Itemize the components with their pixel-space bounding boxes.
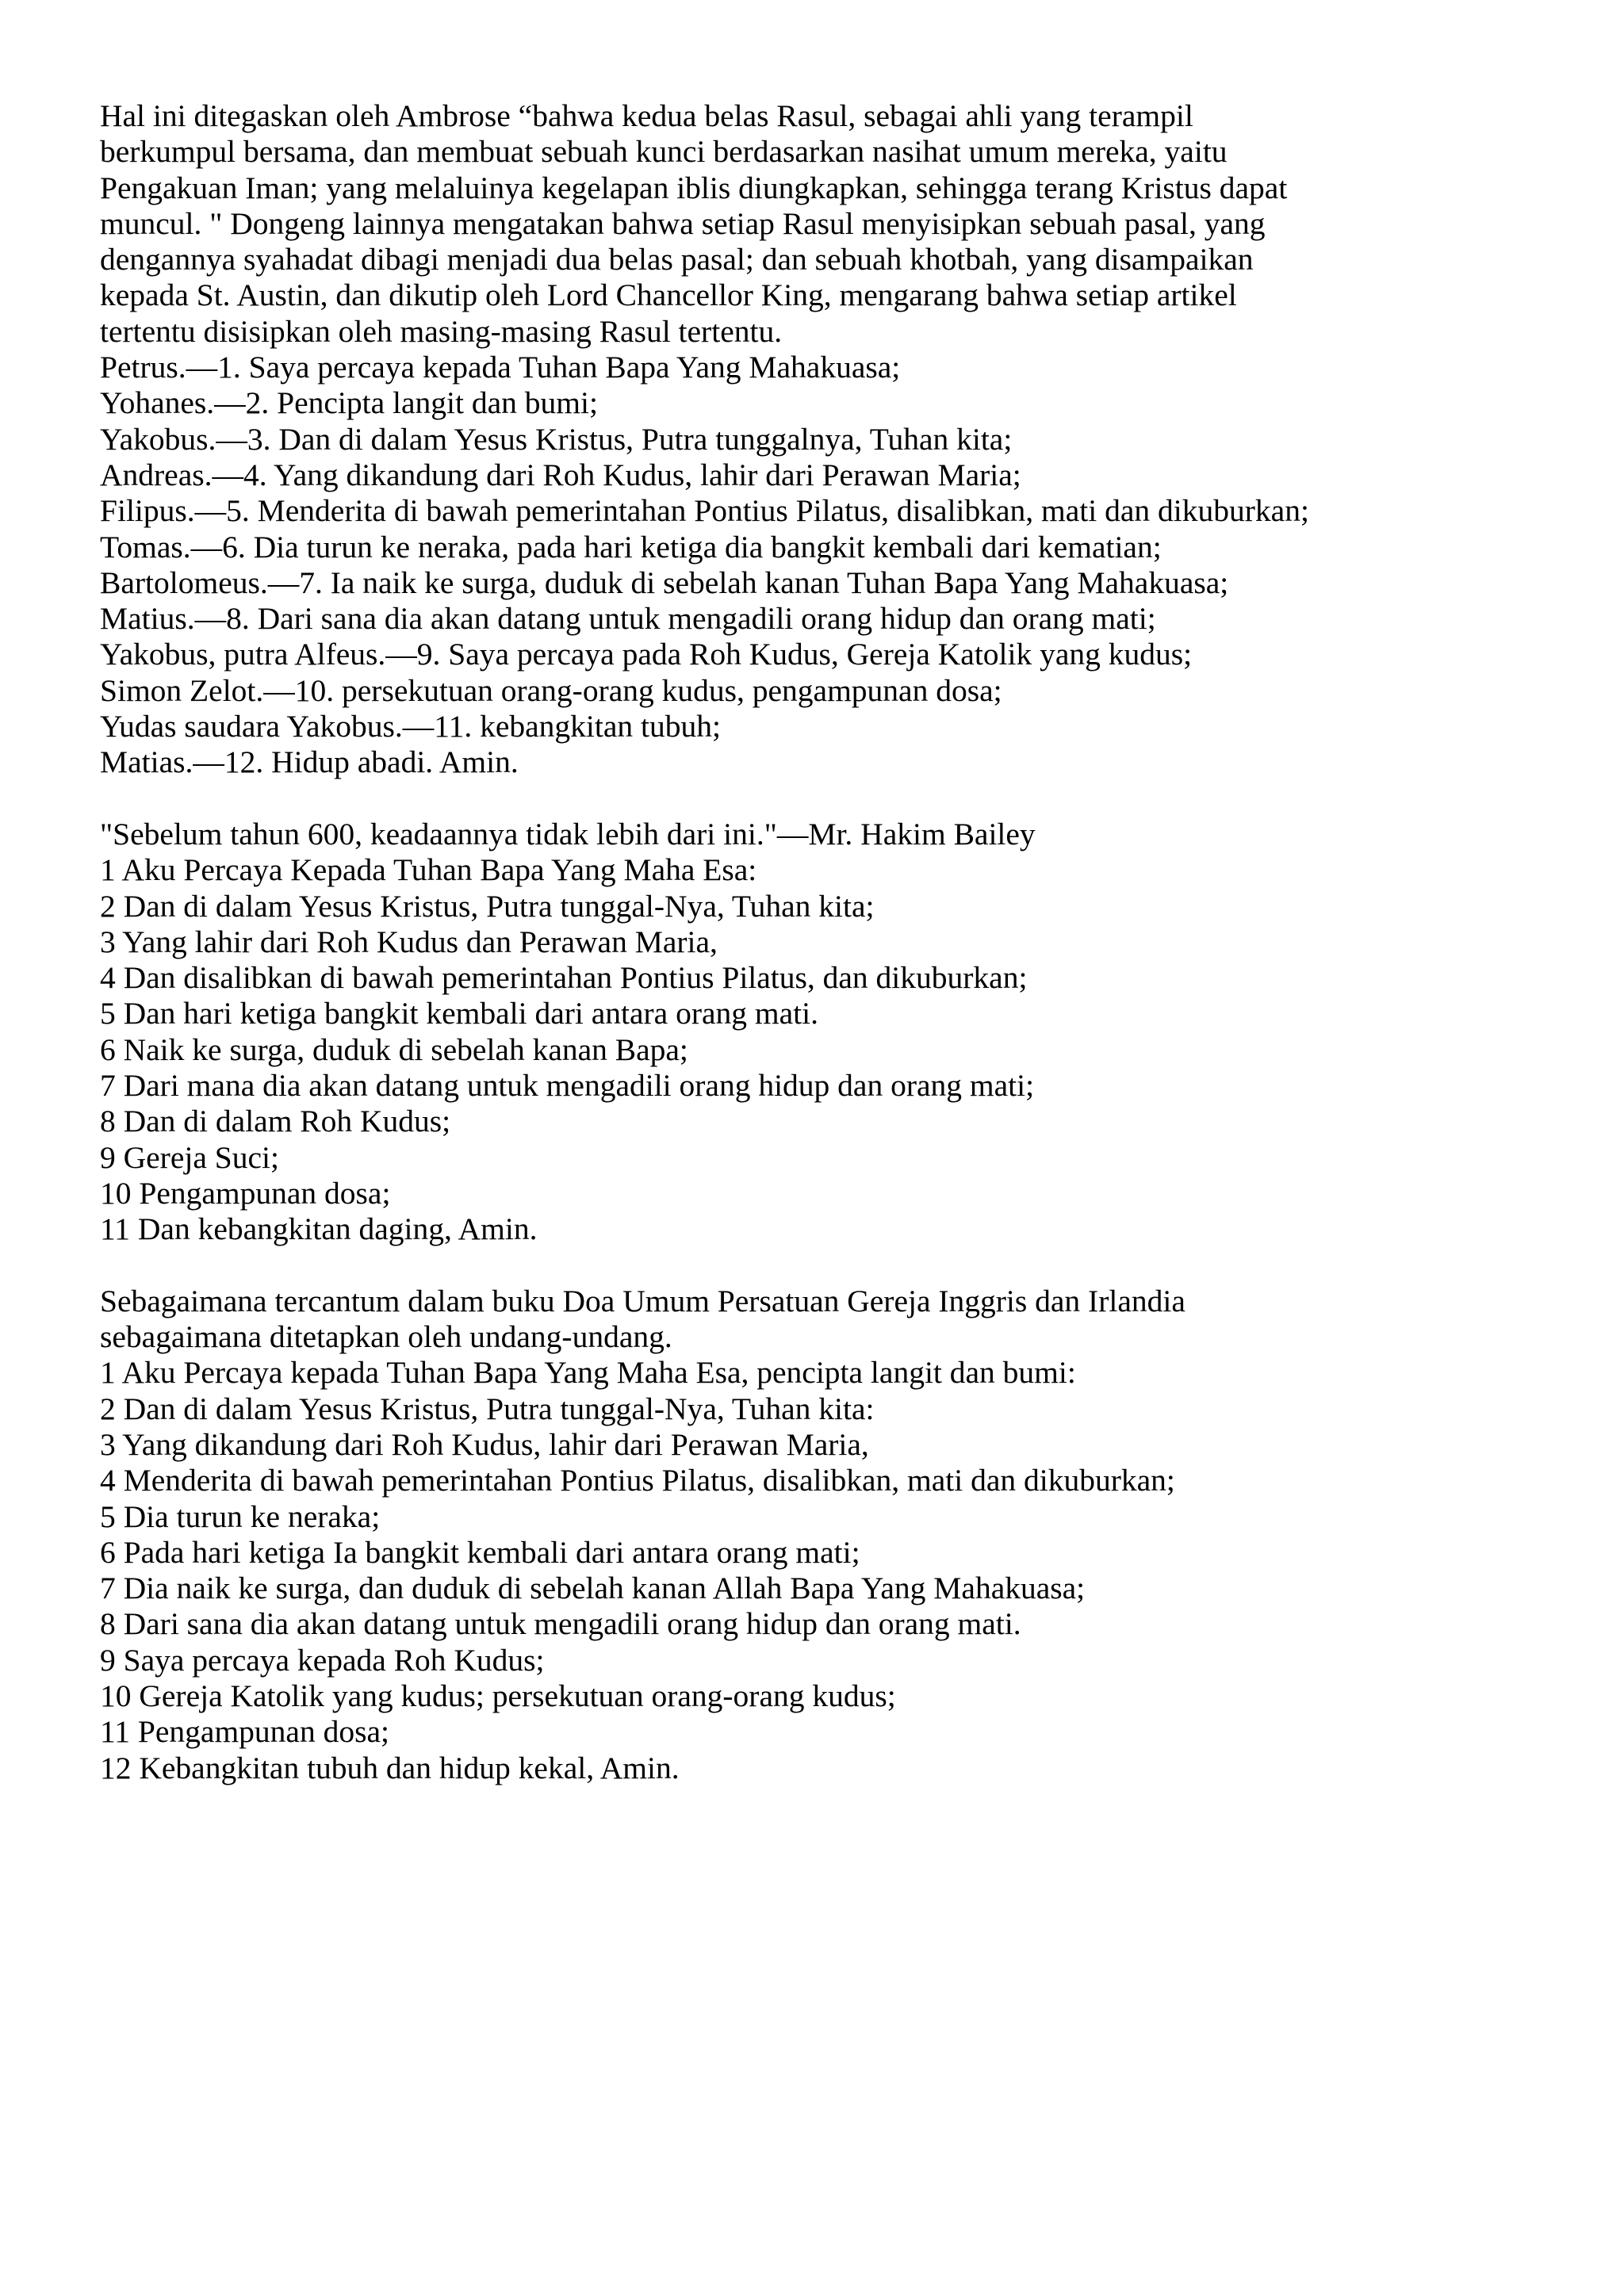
creed-article-line: 6 Pada hari ketiga Ia bangkit kembali dari antara orang mati; bbox=[100, 1534, 860, 1570]
creed-article-line: 10 Gereja Katolik yang kudus; persekutuan orang-orang kudus; bbox=[100, 1678, 896, 1714]
text-line: dengannya syahadat dibagi menjadi dua belas pasal; dan sebuah khotbah, yang disampaikan bbox=[100, 242, 1254, 277]
creed-article-line: 12 Kebangkitan tubuh dan hidup kekal, Amin. bbox=[100, 1750, 680, 1785]
text-line: muncul. " Dongeng lainnya mengatakan bahwa setiap Rasul menyisipkan sebuah pasal, yang bbox=[100, 205, 1266, 241]
creed-article-line: 3 Yang dikandung dari Roh Kudus, lahir dari Perawan Maria, bbox=[100, 1426, 869, 1462]
creed-article-line: Andreas.—4. Yang dikandung dari Roh Kudus, lahir dari Perawan Maria; bbox=[100, 457, 1021, 492]
creed-article-line: 5 Dan hari ketiga bangkit kembali dari antara orang mati. bbox=[100, 996, 818, 1031]
creed-article-line: 3 Yang lahir dari Roh Kudus dan Perawan Maria, bbox=[100, 924, 718, 959]
creed-article-line: 11 Pengampunan dosa; bbox=[100, 1714, 389, 1750]
creed-article-line: Filipus.—5. Menderita di bawah pemerintahan Pontius Pilatus, disalibkan, mati dan dikuburkan; bbox=[100, 493, 1309, 529]
section-heading-line: "Sebelum tahun 600, keadaannya tidak lebih dari ini."—Mr. Hakim Bailey bbox=[100, 816, 1036, 851]
text-line: Pengakuan Iman; yang melaluinya kegelapan iblis diungkapkan, sehingga terang Kristus dapat bbox=[100, 170, 1288, 205]
creed-article-line: Matius.—8. Dari sana dia akan datang untuk mengadili orang hidup dan orang mati; bbox=[100, 601, 1156, 637]
creed-article-line: 9 Gereja Suci; bbox=[100, 1139, 279, 1175]
creed-article-line: 2 Dan di dalam Yesus Kristus, Putra tunggal-Nya, Tuhan kita: bbox=[100, 1391, 875, 1426]
creed-article-line: Yudas saudara Yakobus.—11. kebangkitan tubuh; bbox=[100, 709, 721, 744]
creed-article-line: Matias.—12. Hidup abadi. Amin. bbox=[100, 744, 519, 780]
creed-article-line: 1 Aku Percaya kepada Tuhan Bapa Yang Maha Esa, pencipta langit dan bumi: bbox=[100, 1355, 1076, 1391]
creed-article-line: 8 Dari sana dia akan datang untuk mengadili orang hidup dan orang mati. bbox=[100, 1606, 1021, 1642]
creed-article-line: 6 Naik ke surga, duduk di sebelah kanan Bapa; bbox=[100, 1031, 688, 1067]
prayerbook-creed-list bbox=[100, 1284, 1575, 1786]
creed-article-line: 10 Pengampunan dosa; bbox=[100, 1175, 391, 1211]
creed-article-line: 8 Dan di dalam Roh Kudus; bbox=[100, 1104, 451, 1139]
creed-article-line: Simon Zelot.—10. persekutuan orang-orang kudus, pengampunan dosa; bbox=[100, 672, 1002, 708]
creed-article-line: 9 Saya percaya kepada Roh Kudus; bbox=[100, 1642, 545, 1678]
creed-article-line: 4 Dan disalibkan di bawah pemerintahan Pontius Pilatus, dan dikuburkan; bbox=[100, 960, 1028, 996]
paragraph-gap bbox=[100, 1248, 1575, 1284]
text-line: Hal ini ditegaskan oleh Ambrose “bahwa kedua belas Rasul, sebagai ahli yang terampil bbox=[100, 98, 1193, 133]
document-page bbox=[100, 98, 1575, 1786]
section-heading-line: sebagaimana ditetapkan oleh undang-undang. bbox=[100, 1319, 672, 1355]
intro-paragraph bbox=[100, 98, 1575, 350]
text-line: kepada St. Austin, dan dikutip oleh Lord Chancellor King, mengarang bahwa setiap artikel bbox=[100, 277, 1237, 313]
creed-article-line: Yakobus.—3. Dan di dalam Yesus Kristus, Putra tunggalnya, Tuhan kita; bbox=[100, 421, 1013, 457]
creed-article-line: Yohanes.—2. Pencipta langit dan bumi; bbox=[100, 385, 598, 421]
creed-article-line: 11 Dan kebangkitan daging, Amin. bbox=[100, 1211, 538, 1247]
section-heading-line: Sebagaimana tercantum dalam buku Doa Umum Persatuan Gereja Inggris dan Irlandia bbox=[100, 1283, 1185, 1318]
creed-article-line: 5 Dia turun ke neraka; bbox=[100, 1498, 381, 1534]
creed-article-line: Tomas.—6. Dia turun ke neraka, pada hari ketiga dia bangkit kembali dari kematian; bbox=[100, 529, 1162, 564]
text-line: berkumpul bersama, dan membuat sebuah kunci berdasarkan nasihat umum mereka, yaitu bbox=[100, 134, 1228, 170]
text-line: tertentu disisipkan oleh masing-masing Rasul tertentu. bbox=[100, 313, 783, 349]
apostles-creed-list bbox=[100, 350, 1575, 781]
creed-article-line: 4 Menderita di bawah pemerintahan Pontius Pilatus, disalibkan, mati dan dikuburkan; bbox=[100, 1463, 1175, 1498]
creed-article-line: Yakobus, putra Alfeus.—9. Saya percaya pada Roh Kudus, Gereja Katolik yang kudus; bbox=[100, 637, 1193, 672]
creed-article-line: Petrus.—1. Saya percaya kepada Tuhan Bapa Yang Mahakuasa; bbox=[100, 350, 901, 385]
bailey-creed-list bbox=[100, 817, 1575, 1248]
creed-article-line: 2 Dan di dalam Yesus Kristus, Putra tunggal-Nya, Tuhan kita; bbox=[100, 888, 875, 924]
creed-article-line: 7 Dari mana dia akan datang untuk mengadili orang hidup dan orang mati; bbox=[100, 1068, 1035, 1104]
creed-article-line: 1 Aku Percaya Kepada Tuhan Bapa Yang Maha Esa: bbox=[100, 852, 757, 888]
paragraph-gap bbox=[100, 781, 1575, 817]
creed-article-line: Bartolomeus.—7. Ia naik ke surga, duduk di sebelah kanan Tuhan Bapa Yang Mahakuasa; bbox=[100, 564, 1229, 600]
creed-article-line: 7 Dia naik ke surga, dan duduk di sebelah kanan Allah Bapa Yang Mahakuasa; bbox=[100, 1571, 1086, 1606]
